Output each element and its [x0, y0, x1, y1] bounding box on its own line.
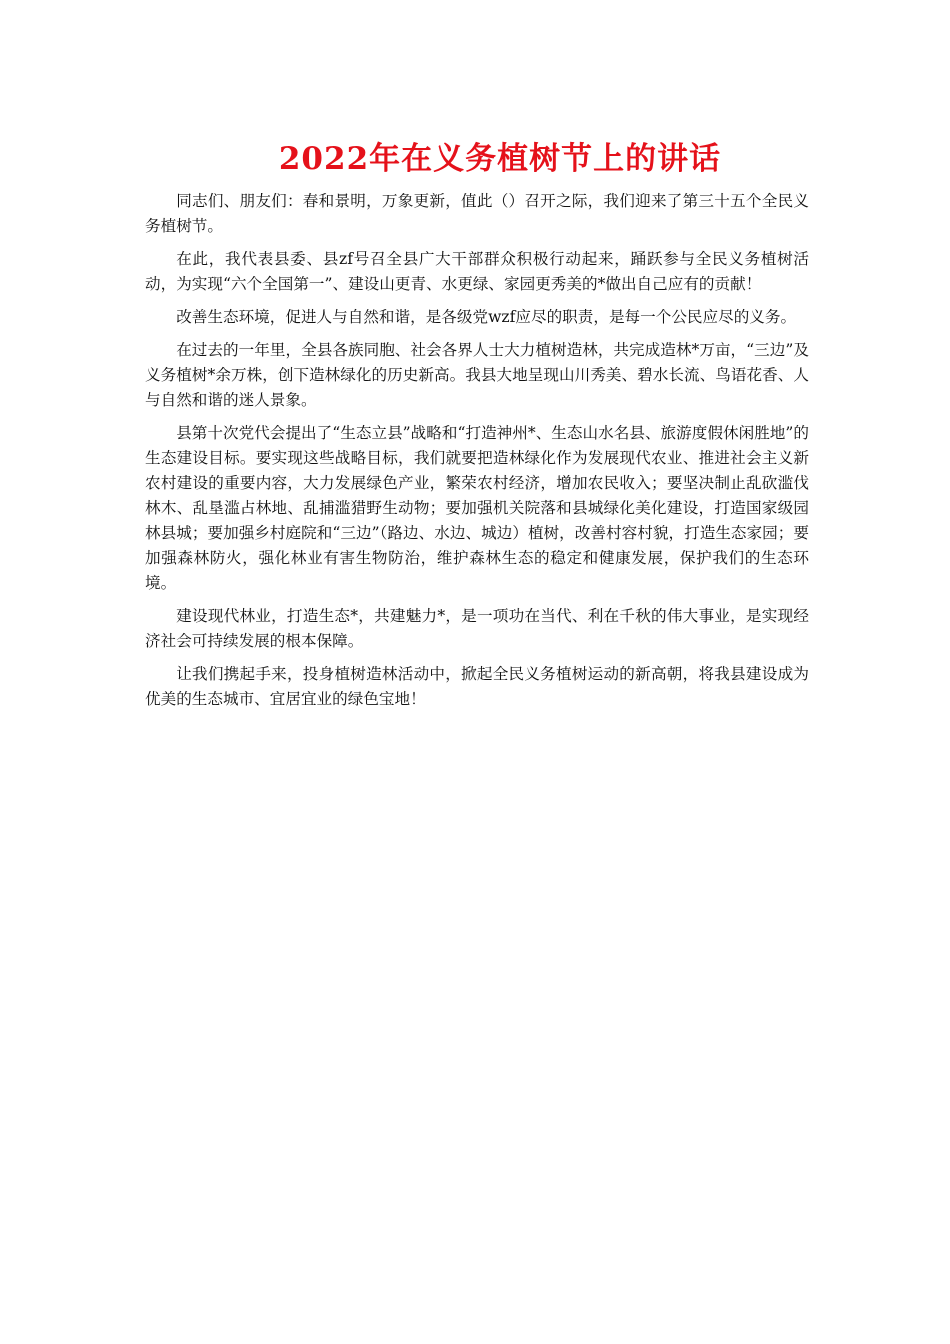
document-body	[145, 189, 809, 720]
paragraph-call-to-action: 在此，我代表县委、县zf号召全县广大干部群众积极行动起来，踊跃参与全民义务植树活动，为实现“六个全国第一”、建设山更青、水更绿、家园更秀美的*做出自己应有的贡献！	[145, 250, 809, 293]
paragraph-past-year: 在过去的一年里，全县各族同胞、社会各界人士大力植树造林，共完成造林*万亩，“三边”及义务植树*余万株，创下造林绿化的历史新高。我县大地呈现山川秀美、碧水长流、鸟语花香、人与自然和谐的迷人景象。	[145, 341, 809, 409]
paragraph-strategy: 县第十次党代会提出了“生态立县”战略和“打造神州*、生态山水名县、旅游度假休闲胜地”的生态建设目标。要实现这些战略目标，我们就要把造林绿化作为发展现代农业、推进社会主义新农村建设的重要内容，大力发展绿色产业，繁荣农村经济，增加农民收入；要坚决制止乱砍滥伐林木、乱垦滥占林地、乱捕滥猎野生动物；要加强机关院落和县城绿化美化建设，打造国家级园林县城；要加强乡村庭院和“三边”（路边、水边、城边）植树，改善村容村貌，打造生态家园；要加强森林防火，强化林业有害生物防治，维护森林生态的稳定和健康发展，保护我们的生态环境。	[145, 424, 809, 592]
paragraph-closing: 让我们携起手来，投身植树造林活动中，掀起全民义务植树运动的新高朝，将我县建设成为优美的生态城市、宜居宜业的绿色宝地！	[145, 665, 809, 708]
paragraph-modern-forestry: 建设现代林业，打造生态*，共建魅力*，是一项功在当代、利在千秋的伟大事业，是实现经济社会可持续发展的根本保障。	[145, 607, 809, 650]
document-title: 2022年在义务植树节上的讲话	[278, 141, 722, 177]
paragraph-responsibility: 改善生态环境，促进人与自然和谐，是各级党wzf应尽的职责，是每一个公民应尽的义务。	[176, 308, 797, 326]
paragraph-greeting: 同志们、朋友们：春和景明，万象更新，值此（）召开之际，我们迎来了第三十五个全民义务植树节。	[145, 192, 809, 235]
